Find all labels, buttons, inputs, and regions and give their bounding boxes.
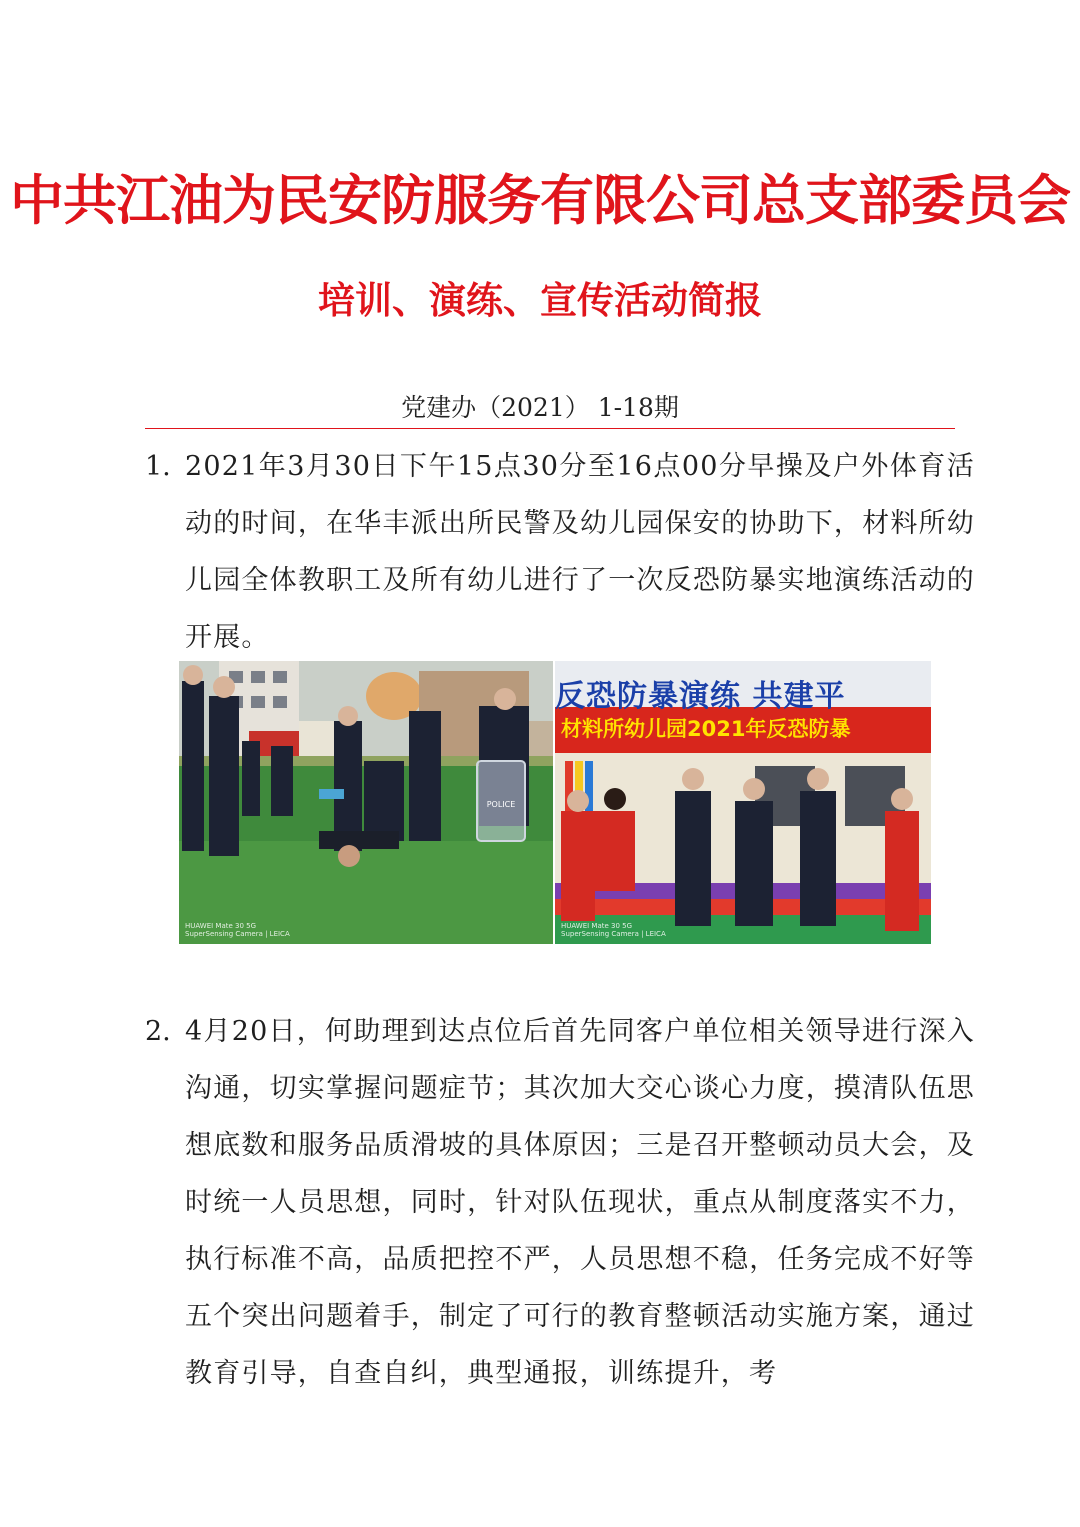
banner-headline: 反恐防暴演练 共建平 (555, 679, 846, 714)
issue-number: 党建办（2021） 1-18期 (401, 393, 679, 422)
watermark-line: HUAWEI Mate 30 5G (185, 922, 257, 930)
watermark-line: SuperSensing Camera | LEICA (561, 930, 666, 938)
watermark-line: SuperSensing Camera | LEICA (185, 930, 290, 938)
header-divider (145, 428, 955, 429)
document-title: 中共江油为民安防服务有限公司总支部委员会 (10, 168, 1070, 232)
drill-photo-left-image (179, 661, 553, 944)
document-subtitle: 培训、演练、宣传活动简报 (318, 278, 762, 322)
camera-watermark (561, 922, 666, 938)
item-number: 1. (145, 451, 171, 482)
item-text: 4月20日，何助理到达点位后首先同客户单位相关领导进行深入沟通，切实掌握问题症节；其次加大交心谈心力度，摸清队伍思想底数和服务品质滑坡的具体原因；三是召开整顿动员大会，及时统一人员思想，同时，针对队伍现状，重点从制度落实不力，执行标准不高，品质把控不严，人员思想不稳，任务完成不好等五个突出问题着手，制定了可行的教育整顿活动实施方案，通过教育引导，自查自纠，典型通报，训练提升，考 (185, 1016, 975, 1389)
news-item-1 (145, 438, 975, 666)
shield-label: POLICE (486, 800, 516, 809)
photo-strip (179, 661, 931, 944)
watermark-line: HUAWEI Mate 30 5G (561, 922, 633, 930)
drill-photo-right (555, 661, 931, 944)
item-number: 2. (145, 1016, 171, 1047)
item-text: 2021年3月30日下午15点30分至16点00分早操及户外体育活动的时间，在华丰派出所民警及幼儿园保安的协助下，材料所幼儿园全体教职工及所有幼儿进行了一次反恐防暴实地演练活动的开展。 (185, 451, 975, 653)
drill-photo-left (179, 661, 553, 944)
banner-subline: 材料所幼儿园2021年反恐防暴 (561, 717, 851, 741)
camera-watermark (185, 922, 290, 938)
news-item-2 (145, 1003, 975, 1402)
